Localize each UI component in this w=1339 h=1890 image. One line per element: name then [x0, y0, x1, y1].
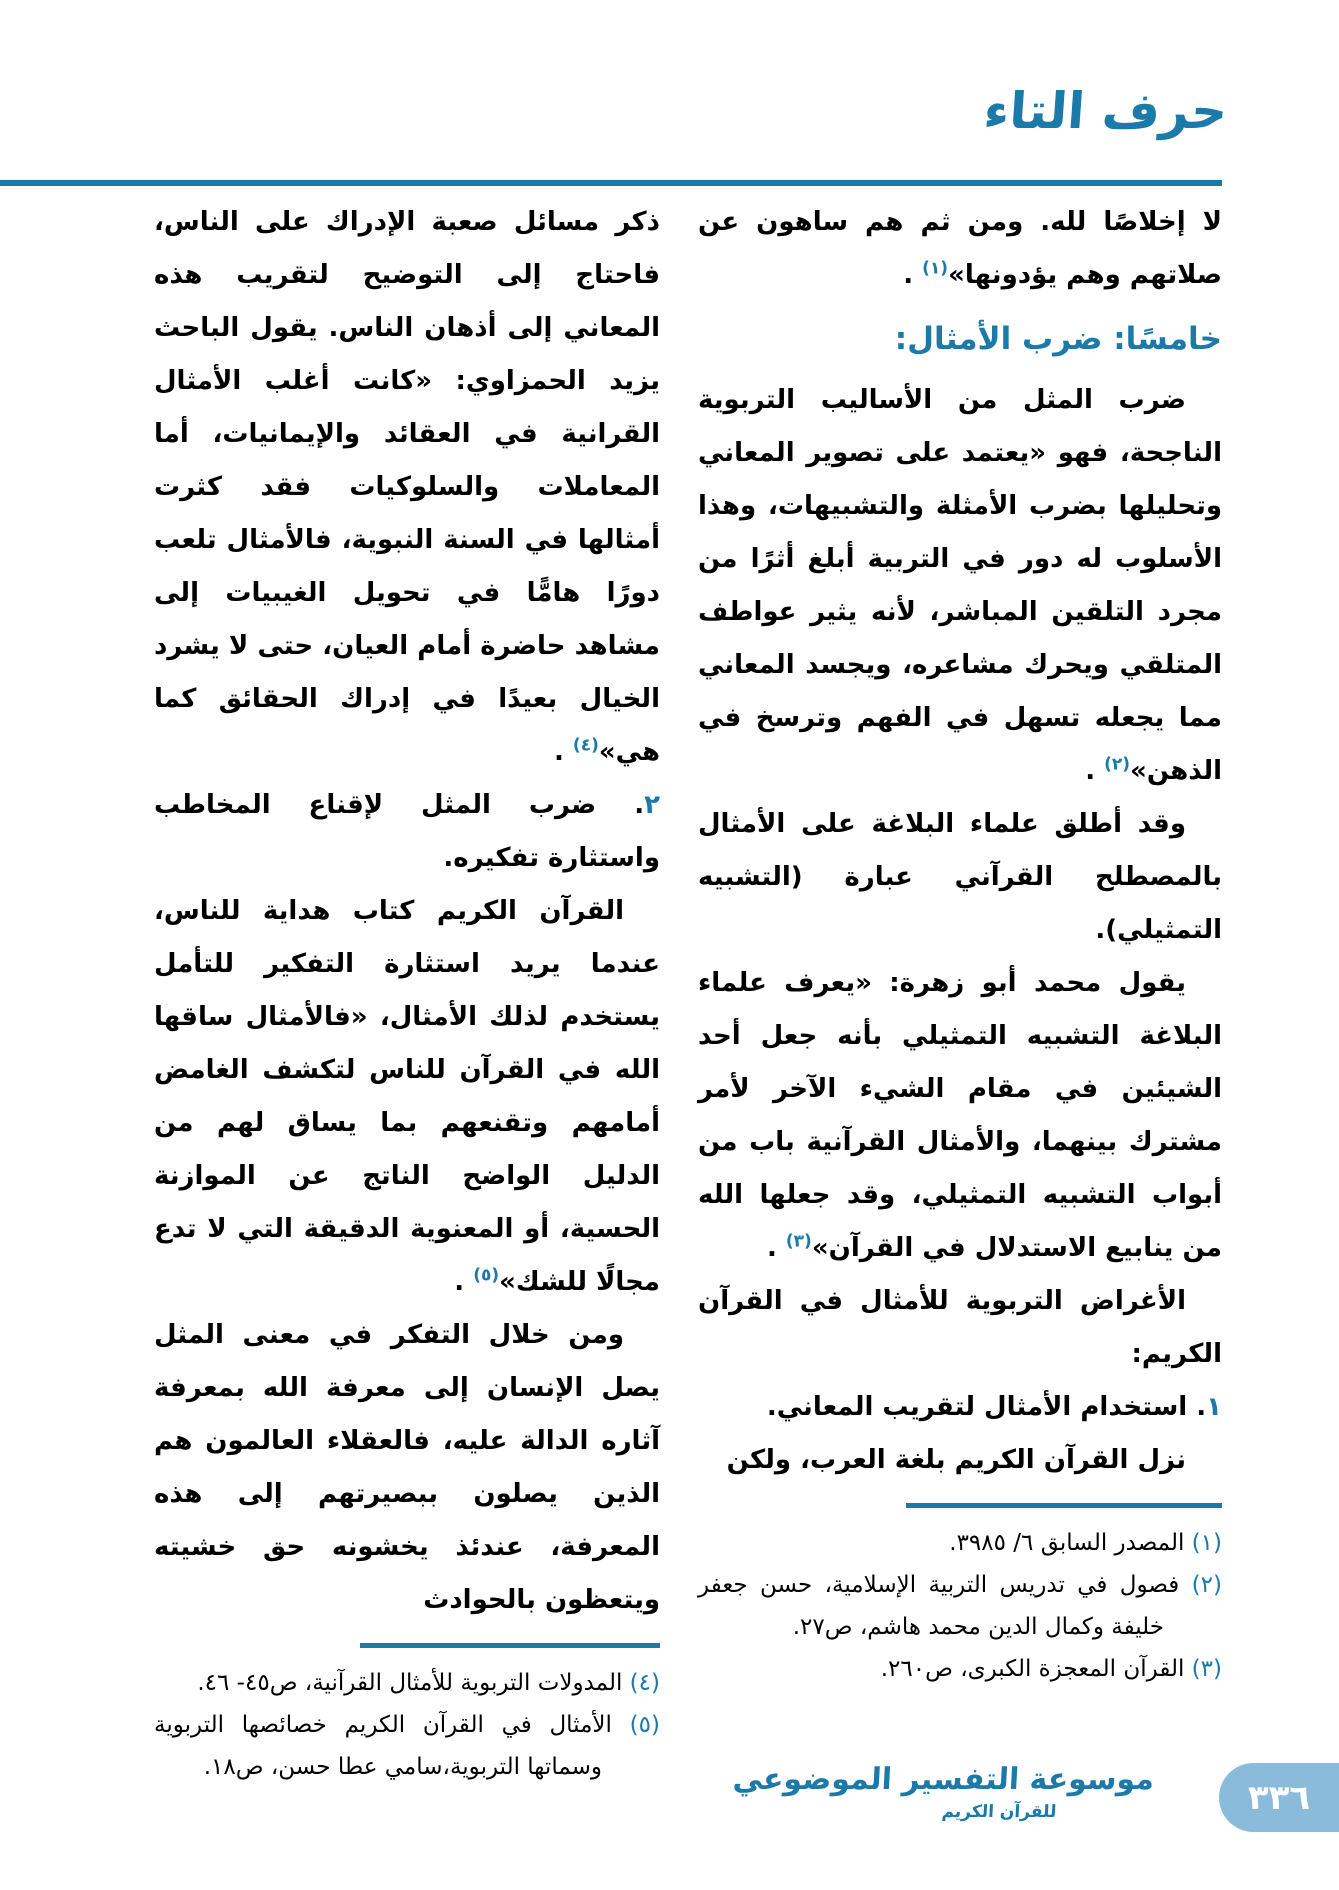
publisher-logo	[731, 1760, 1155, 1824]
footnote-ref: (٣)	[785, 1231, 812, 1252]
section-heading	[698, 306, 1222, 372]
footnote-text: المدولات التربوية للأمثال القرآنية، ص٤٥- ٤٦.	[197, 1670, 623, 1696]
text-run: .	[454, 1267, 474, 1297]
footnote-text: فصول في تدريس التربية الإسلامية، حسن جعفر خليفة وكمال الدين محمد هاشم، ص٢٧.	[698, 1572, 1180, 1640]
footnote-ref: (١)	[922, 258, 949, 279]
paragraph	[154, 196, 660, 779]
column-right	[698, 196, 1222, 1690]
footnote-separator-left	[360, 1643, 660, 1648]
paragraph	[154, 1309, 660, 1627]
text-run: وقد أطلق علماء البلاغة على الأمثال بالمصطلح القرآني عبارة (التشبيه التمثيلي).	[698, 809, 1222, 945]
bold-paragraph	[698, 1275, 1222, 1381]
text-run: .	[766, 1233, 786, 1263]
footnote-ref: (٤)	[572, 735, 599, 756]
paragraph	[698, 374, 1222, 798]
text-run: الأغراض التربوية للأمثال في القرآن الكريم:	[698, 1286, 1222, 1369]
footnote-marker: (١)	[1184, 1530, 1222, 1556]
numbered-subheading	[154, 779, 660, 885]
logo-title: موسوعة التفسير الموضوعي	[731, 1762, 1155, 1797]
footnote	[154, 1704, 660, 1788]
paragraph	[698, 957, 1222, 1275]
footnote-marker: (٣)	[1184, 1656, 1222, 1682]
footnote-text: الأمثال في القرآن الكريم خصائصها التربوية وسماتها التربوية،سامي عطا حسن، ص١٨.	[154, 1712, 612, 1780]
footnote-text: القرآن المعجزة الكبرى، ص٢٦٠.	[880, 1656, 1185, 1682]
footnote-marker: (٤)	[622, 1670, 660, 1696]
footnote-text: المصدر السابق ٦/ ٣٩٨٥.	[949, 1530, 1185, 1556]
footnote	[698, 1648, 1222, 1690]
text-run: ضرب المثل من الأساليب التربوية الناجحة، فهو «يعتمد على تصوير المعاني وتحليلها بضرب الأمثلة والتشبيهات، وهذا الأسلوب له دور في التربية أبلغ أثرًا من مجرد التلقين المباشر، لأنه يثير عواطف المتلقي ويحرك مشاعره، ويجسد المعاني مما يجعله تسهل في الفهم وترسخ في الذهن»	[698, 385, 1222, 786]
footnote	[698, 1522, 1222, 1564]
text-run: خامسًا: ضرب الأمثال:	[894, 321, 1222, 357]
footnotes-right	[698, 1522, 1222, 1690]
logo-subtitle: للقرآن الكريم	[941, 1802, 1057, 1822]
text-run: لا إخلاصًا لله. ومن ثم هم ساهون عن صلاتهم وهم يؤدونها»	[698, 207, 1222, 290]
paragraph	[698, 196, 1222, 302]
paragraph	[698, 1434, 1222, 1487]
numbered-subheading	[698, 1381, 1222, 1434]
footnote	[698, 1564, 1222, 1648]
page-number-badge	[1219, 1763, 1339, 1832]
footnote-marker: (٥)	[611, 1712, 660, 1738]
column-left-blocks	[154, 196, 660, 1627]
text-run: .	[553, 737, 573, 767]
footnote-ref: (٥)	[473, 1265, 500, 1286]
text-run: .	[1085, 756, 1105, 786]
paragraph	[154, 885, 660, 1309]
paragraph	[698, 798, 1222, 957]
text-run: .	[903, 260, 923, 290]
footnotes-left	[154, 1662, 660, 1788]
text-run: . ضرب المثل لإقناع المخاطب واستثارة تفكيره.	[154, 790, 660, 873]
column-left	[154, 196, 660, 1788]
item-number: ١	[1206, 1392, 1222, 1422]
text-run: نزل القرآن الكريم بلغة العرب، ولكن	[726, 1445, 1186, 1475]
text-run: ومن خلال التفكر في معنى المثل يصل الإنسان إلى معرفة الله بمعرفة آثاره الدالة عليه، فالعقلاء العالمون هم الذين يصلون ببصيرتهم إلى هذه المعرفة، عندئذ يخشونه حق خشيته ويتعظون بالحوادث	[154, 1320, 660, 1615]
footnote-ref: (٢)	[1104, 754, 1131, 775]
page-number: ٣٣٦	[1247, 1777, 1311, 1818]
footnote-separator-right	[906, 1503, 1222, 1508]
footnote-marker: (٢)	[1179, 1572, 1222, 1598]
header-rule	[0, 180, 1222, 186]
column-right-blocks	[698, 196, 1222, 1487]
footnote	[154, 1662, 660, 1704]
chapter-header-calligraphy: حرف التاء	[981, 82, 1230, 140]
text-run: يقول محمد أبو زهرة: «يعرف علماء البلاغة التشبيه التمثيلي بأنه جعل أحد الشيئين في مقام الشيء الآخر لأمر مشترك بينهما، والأمثال القرآنية باب من أبواب التشبيه التمثيلي، وقد جعلها الله من ينابيع الاستدلال في القرآن»	[698, 968, 1222, 1263]
text-run: ذكر مسائل صعبة الإدراك على الناس، فاحتاج إلى التوضيح لتقريب هذه المعاني إلى أذهان الناس. يقول الباحث يزيد الحمزاوي: «كانت أغلب الأمثال القرانية في العقائد والإيمانيات، أما المعاملات والسلوكيات فقد كثرت أمثالها في السنة النبوية، فالأمثال تلعب دورًا هامًّا في تحويل الغيبيات إلى مشاهد حاضرة أمام العيان، حتى لا يشرد الخيال بعيدًا في إدراك الحقائق كما هي»	[154, 207, 660, 767]
text-run: . استخدام الأمثال لتقريب المعاني.	[766, 1392, 1207, 1422]
item-number: ٢	[644, 790, 660, 820]
text-run: القرآن الكريم كتاب هداية للناس، عندما يريد استثارة التفكير للتأمل يستخدم لذلك الأمثال، «فالأمثال ساقها الله في القرآن للناس لتكشف الغامض أمامهم وتقنعهم بما يساق لهم من الدليل الواضح الناتج عن الموازنة الحسية، أو المعنوية الدقيقة التي لا تدع مجالًا للشك»	[154, 896, 660, 1297]
